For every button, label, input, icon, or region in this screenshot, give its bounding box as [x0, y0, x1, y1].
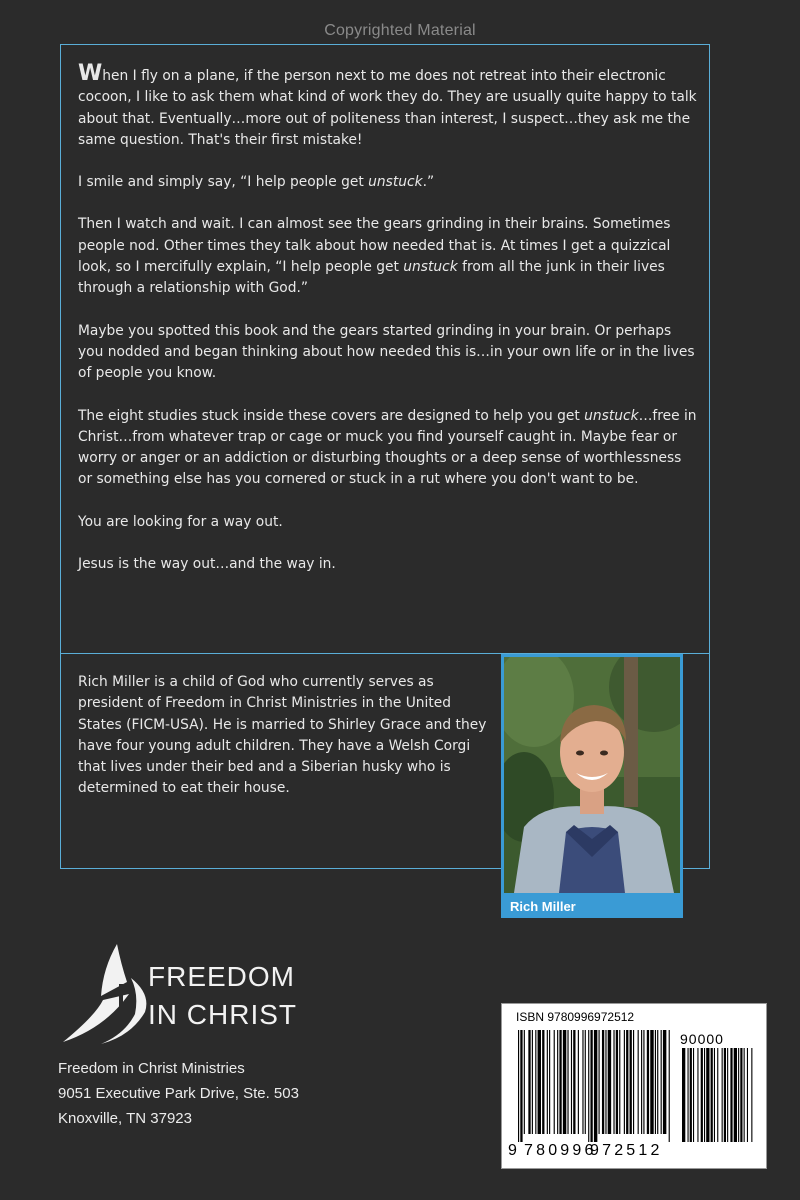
blurb-paragraph-6: You are looking for a way out.: [78, 513, 283, 530]
author-portrait-image: [504, 657, 680, 893]
blurb-paragraph-1: When I fly on a plane, if the person next to me does not retreat into their electronic cocoon, I like to ask them what kind of work they do. They are usually quite happy to talk about that. Eventually…more out of politeness than interest, I suspect…they ask me the same question. That's their first mistake!: [78, 61, 697, 148]
author-photo-frame: [501, 654, 683, 918]
isbn-barcode: [501, 1003, 767, 1169]
barcode-digits-left: 780996: [524, 1142, 597, 1159]
isbn-label: ISBN 9780996972512: [516, 1010, 635, 1024]
blurb-paragraph-2: I smile and simply say, “I help people get unstuck.”: [78, 174, 435, 191]
blurb-paragraph-4: Maybe you spotted this book and the gears started grinding in your brain. Or perhaps you nodded and began thinking about how needed this is…in your own life or in the lives of people you know.: [78, 322, 695, 382]
drop-cap: W: [78, 61, 103, 86]
blurb-paragraph-3: Then I watch and wait. I can almost see the gears grinding in their brains. Sometimes people nod. Other times they talk about how needed that is. At times I get a quizzical look, so I mercifully explain, “I help people get unstuck from all the junk in their lives through a relationship with God.”: [78, 216, 671, 297]
photo-caption: Rich Miller: [510, 899, 576, 914]
author-bio: Rich Miller is a child of God who currently serves as president of Freedom in Christ Ministries in the United States (FICM-USA). He is married to Shirley Grace and they have four young adult children. They have a Welsh Corgi that lives under their bed and a Siberian husky who is determined to eat their house.: [78, 674, 487, 797]
address-line-1: Freedom in Christ Ministries: [58, 1060, 245, 1077]
address-line-3: Knoxville, TN 37923: [58, 1110, 192, 1127]
logo-line-2: IN CHRIST: [148, 999, 297, 1030]
publisher-address: [58, 1056, 299, 1131]
address-line-2: 9051 Executive Park Drive, Ste. 503: [58, 1085, 299, 1102]
logo-wordmark: [148, 958, 297, 1034]
blurb-paragraph-5: The eight studies stuck inside these covers are designed to help you get unstuck…free in Christ…from whatever trap or cage or muck you find yourself caught in. Maybe fear or worry or anger or an addiction or disturbing thoughts or a deep sense of worthlessness or something else has you cornered or stuck in a rut where you don't want to be.: [78, 407, 697, 488]
blurb-paragraph-7: Jesus is the way out…and the way in.: [78, 556, 336, 573]
price-code: 90000: [680, 1031, 724, 1047]
book-blurb: [78, 61, 698, 596]
logo-line-1: FREEDOM: [148, 961, 295, 992]
barcode-digits-right: 972512: [590, 1142, 663, 1159]
barcode-digit-first: 9: [508, 1142, 517, 1159]
copyright-watermark-top: Copyrighted Material: [324, 22, 476, 39]
author-photo: [504, 657, 680, 893]
